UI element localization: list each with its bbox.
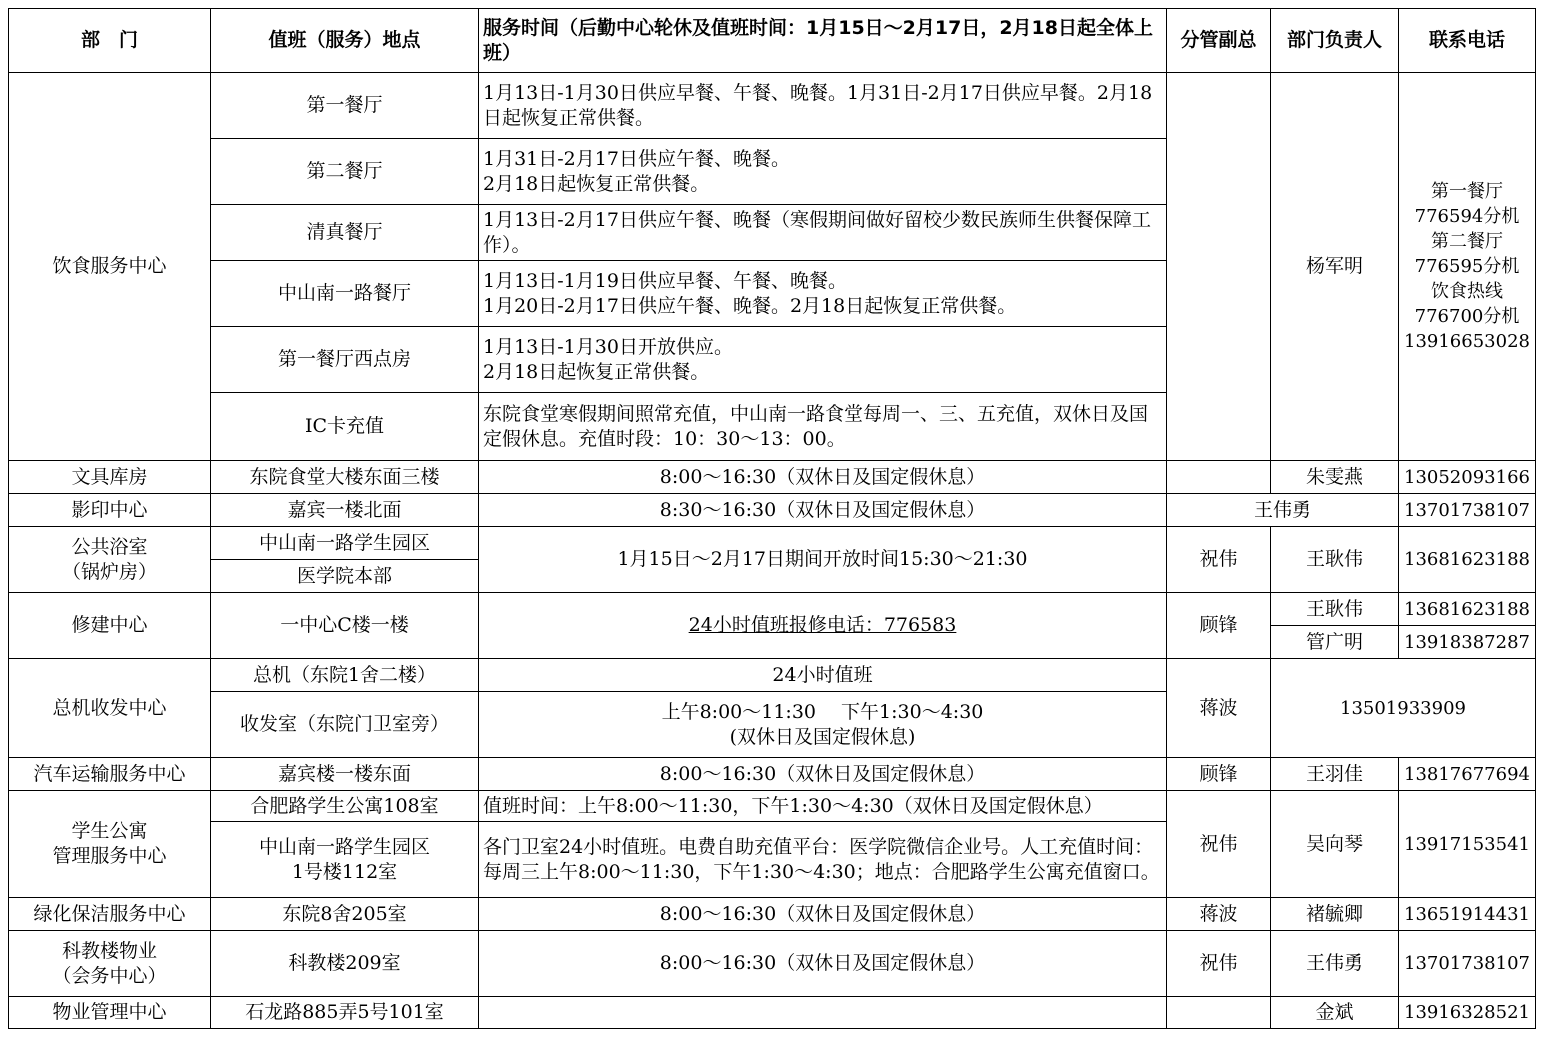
dept-cell <box>9 527 211 593</box>
phone-line: 13916653028 <box>1404 331 1530 352</box>
time-line: 1月20日-2月17日供应午餐、晚餐。2月18日起恢复正常供餐。 <box>483 294 1017 317</box>
vp-cell: 顾锋 <box>1167 593 1271 659</box>
phone-cell: 13501933909 <box>1271 659 1536 758</box>
header-dept: 部 门 <box>9 9 211 73</box>
table-row <box>9 494 1536 527</box>
location-cell: 第二餐厅 <box>211 139 479 205</box>
phone-cell: 13916328521 <box>1399 997 1536 1029</box>
dept-line: 管理服务中心 <box>52 845 167 867</box>
time-cell <box>479 593 1167 659</box>
time-line: 2月18日起恢复正常供餐。 <box>483 172 710 195</box>
time-cell: 8:00～16:30（双休日及国定假休息） <box>479 461 1167 494</box>
time-cell: 8:30～16:30（双休日及国定假休息） <box>479 494 1167 527</box>
phone-cell: 13918387287 <box>1399 626 1536 659</box>
location-cell: 第一餐厅西点房 <box>211 327 479 393</box>
location-cell: 总机（东院1舍二楼） <box>211 659 479 692</box>
table-row <box>9 659 1536 692</box>
time-cell: 1月13日-2月17日供应午餐、晚餐（寒假期间做好留校少数民族师生供餐保障工作）。 <box>479 205 1167 261</box>
phone-cell: 13701738107 <box>1399 931 1536 997</box>
dept-cell: 影印中心 <box>9 494 211 527</box>
phone-cell <box>1399 73 1536 461</box>
time-cell <box>479 261 1167 327</box>
vp-cell <box>1167 997 1271 1029</box>
header-vp: 分管副总 <box>1167 9 1271 73</box>
vp-cell: 祝伟 <box>1167 791 1271 898</box>
time-cell: 8:00～16:30（双休日及国定假休息） <box>479 758 1167 791</box>
vp-cell: 祝伟 <box>1167 527 1271 593</box>
location-line: 中山南一路学生园区 <box>258 835 430 858</box>
time-cell: 东院食堂寒假期间照常充值，中山南一路食堂每周一、三、五充值，双休日及国定假休息。充值时段：10：30～13：00。 <box>479 393 1167 461</box>
time-cell: 1月13日-1月30日供应早餐、午餐、晚餐。1月31日-2月17日供应早餐。2月18日起恢复正常供餐。 <box>479 73 1167 139</box>
time-line: 1月13日-1月30日开放供应。 <box>483 335 733 358</box>
phone-line: 776594分机 <box>1414 206 1520 227</box>
phone-cell: 13651914431 <box>1399 898 1536 931</box>
time-cell <box>479 327 1167 393</box>
header-dept-head: 部门负责人 <box>1271 9 1399 73</box>
dept-cell <box>9 931 211 997</box>
vp-cell <box>1167 461 1271 494</box>
phone-line: 第二餐厅 <box>1431 231 1503 252</box>
head-cell: 管广明 <box>1271 626 1399 659</box>
location-cell: 中山南一路餐厅 <box>211 261 479 327</box>
table-row <box>9 461 1536 494</box>
phone-line: 饮食热线 <box>1431 281 1503 302</box>
vp-cell: 蒋波 <box>1167 898 1271 931</box>
time-cell <box>479 692 1167 758</box>
head-cell: 王耿伟 <box>1271 593 1399 626</box>
location-cell: 第一餐厅 <box>211 73 479 139</box>
table-row <box>9 527 1536 560</box>
header-phone: 联系电话 <box>1399 9 1536 73</box>
head-cell: 王羽佳 <box>1271 758 1399 791</box>
location-cell: 医学院本部 <box>211 560 479 593</box>
dept-cell: 汽车运输服务中心 <box>9 758 211 791</box>
dept-line: 学生公寓 <box>71 820 148 842</box>
location-cell: 中山南一路学生园区 <box>211 527 479 560</box>
location-cell: 嘉宾楼一楼东面 <box>211 758 479 791</box>
vp-cell <box>1167 73 1271 461</box>
head-cell: 杨军明 <box>1271 73 1399 461</box>
time-line: 1月13日-1月19日供应早餐、午餐、晚餐。 <box>483 269 847 292</box>
phone-line: 776595分机 <box>1414 256 1520 277</box>
time-cell: 各门卫室24小时值班。电费自助充值平台：医学院微信企业号。人工充值时间：每周三上午8:00～11:30，下午1:30～4:30；地点：合肥路学生公寓充值窗口。 <box>479 822 1167 898</box>
header-location: 值班（服务）地点 <box>211 9 479 73</box>
table-row <box>9 593 1536 626</box>
location-cell: 合肥路学生公寓108室 <box>211 791 479 822</box>
time-line: (双休日及国定假休息) <box>729 725 916 748</box>
dept-line: 公共浴室 <box>71 535 148 558</box>
location-cell: 科教楼209室 <box>211 931 479 997</box>
location-cell: 清真餐厅 <box>211 205 479 261</box>
location-cell: IC卡充值 <box>211 393 479 461</box>
table-row <box>9 791 1536 822</box>
location-cell: 石龙路885弄5号101室 <box>211 997 479 1029</box>
header-row <box>9 9 1536 73</box>
time-line: 2月18日起恢复正常供餐。 <box>483 360 710 383</box>
time-cell <box>479 997 1167 1029</box>
phone-cell: 13817677694 <box>1399 758 1536 791</box>
phone-cell: 13701738107 <box>1399 494 1536 527</box>
table-row <box>9 73 1536 139</box>
time-cell: 24小时值班 <box>479 659 1167 692</box>
dept-line: （会务中心） <box>52 964 167 987</box>
vp-cell: 祝伟 <box>1167 931 1271 997</box>
dept-cell: 物业管理中心 <box>9 997 211 1029</box>
phone-line: 776700分机 <box>1414 306 1520 327</box>
head-cell: 王伟勇 <box>1271 931 1399 997</box>
phone-cell: 13681623188 <box>1399 593 1536 626</box>
phone-line: 第一餐厅 <box>1431 181 1503 202</box>
repair-hotline-link: 24小时值班报修电话：776583 <box>688 614 957 636</box>
vp-cell: 顾锋 <box>1167 758 1271 791</box>
location-cell <box>211 822 479 898</box>
head-cell: 吴向琴 <box>1271 791 1399 898</box>
time-cell: 1月15日～2月17日期间开放时间15:30～21:30 <box>479 527 1167 593</box>
head-cell: 王耿伟 <box>1271 527 1399 593</box>
head-cell: 金斌 <box>1271 997 1399 1029</box>
dept-cell: 绿化保洁服务中心 <box>9 898 211 931</box>
location-line: 1号楼112室 <box>291 860 398 883</box>
location-cell: 东院8舍205室 <box>211 898 479 931</box>
location-cell: 东院食堂大楼东面三楼 <box>211 461 479 494</box>
location-cell: 一中心C楼一楼 <box>211 593 479 659</box>
dept-cell: 饮食服务中心 <box>9 73 211 461</box>
table-row <box>9 758 1536 791</box>
head-cell: 王伟勇 <box>1167 494 1399 527</box>
header-service-time: 服务时间（后勤中心轮休及值班时间：1月15日～2月17日，2月18日起全体上班） <box>479 9 1167 73</box>
time-cell: 8:00～16:30（双休日及国定假休息） <box>479 898 1167 931</box>
time-cell: 值班时间：上午8:00～11:30，下午1:30～4:30（双休日及国定假休息） <box>479 791 1167 822</box>
dept-cell: 修建中心 <box>9 593 211 659</box>
head-cell: 褚毓卿 <box>1271 898 1399 931</box>
dept-line: （锅炉房） <box>61 560 157 583</box>
head-cell: 朱雯燕 <box>1271 461 1399 494</box>
phone-cell: 13681623188 <box>1399 527 1536 593</box>
time-cell: 8:00～16:30（双休日及国定假休息） <box>479 931 1167 997</box>
time-line: 上午8:00～11:30 下午1:30～4:30 <box>661 700 984 723</box>
time-line: 1月31日-2月17日供应午餐、晚餐。 <box>483 147 790 170</box>
dept-line: 科教楼物业 <box>61 939 157 962</box>
vp-cell: 蒋波 <box>1167 659 1271 758</box>
dept-cell: 文具库房 <box>9 461 211 494</box>
dept-cell: 总机收发中心 <box>9 659 211 758</box>
location-cell: 嘉宾一楼北面 <box>211 494 479 527</box>
location-cell: 收发室（东院门卫室旁） <box>211 692 479 758</box>
phone-cell: 13052093166 <box>1399 461 1536 494</box>
duty-schedule-table <box>8 8 1536 1029</box>
table-row <box>9 997 1536 1029</box>
phone-cell: 13917153541 <box>1399 791 1536 898</box>
table-row <box>9 898 1536 931</box>
time-cell <box>479 139 1167 205</box>
dept-cell <box>9 791 211 898</box>
table-row <box>9 931 1536 997</box>
